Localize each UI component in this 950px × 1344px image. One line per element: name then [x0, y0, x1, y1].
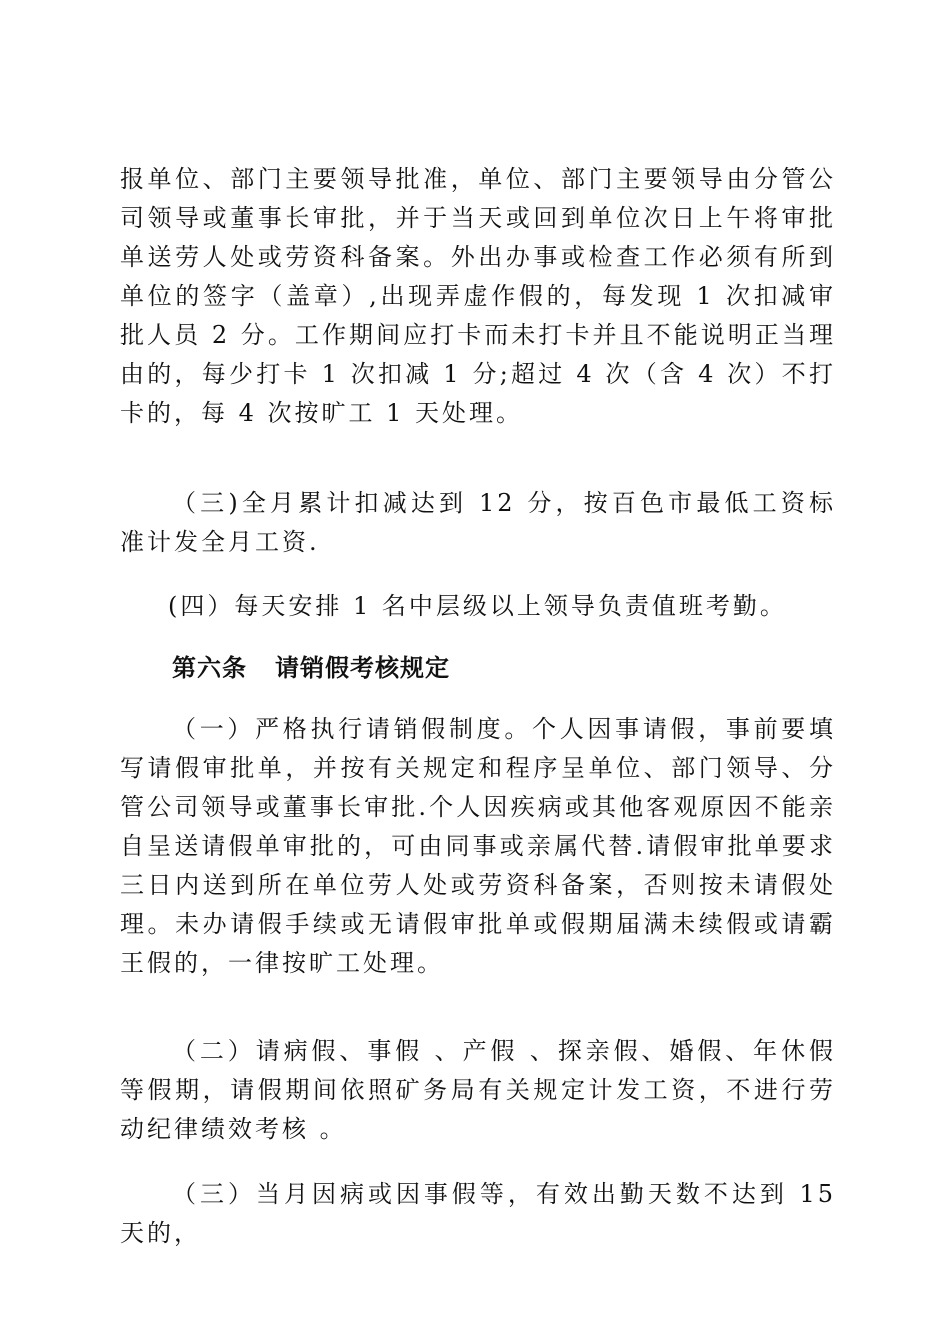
paragraph-attendance-approval: 报单位、部门主要领导批准，单位、部门主要领导由分管公司领导或董事长审批，并于当天或回到单位次日上午将审批单送劳人处或劳资科备案。外出办事或检查工作必须有所到单位的签字（盖章）,出现弄虚作假的，每发现 1 次扣减审批人员 2 分。工作期间应打卡而未打卡并且不能说明正当理由的，每少打卡 1 次扣减 1 分;超过 4 次（含 4 次）不打卡的，每 4 次按旷工 1 天处理。: [120, 165, 836, 427]
article-title: 请销假考核规定: [275, 654, 450, 682]
paragraph-item-three-deduction: （三)全月累计扣减达到 12 分，按百色市最低工资标准计发全月工资.: [120, 489, 836, 556]
paragraph-attendance-days: （三）当月因病或因事假等，有效出勤天数不达到 15 天的，: [120, 1180, 836, 1247]
article-number: 第六条: [172, 654, 247, 682]
paragraph-leave-system: （一）严格执行请销假制度。个人因事请假，事前要填写请假审批单，并按有关规定和程序呈单位、部门领导、分管公司领导或董事长审批.个人因疾病或其他客观原因不能亲自呈送请假单审批的，可由同事或亲属代替.请假审批单要求三日内送到所在单位劳人处或劳资科备案，否则按未请假处理。未办请假手续或无请假审批单或假期届满未续假或请霸王假的，一律按旷工处理。: [120, 715, 836, 977]
paragraph-leave-types: （二）请病假、事假 、产假 、探亲假、婚假、年休假等假期，请假期间依照矿务局有关规定计发工资，不进行劳动纪律绩效考核 。: [120, 1037, 836, 1143]
section-heading-article-six: [120, 649, 836, 688]
paragraph-item-four-duty: (四）每天安排 1 名中层级以上领导负责值班考勤。: [168, 592, 787, 620]
